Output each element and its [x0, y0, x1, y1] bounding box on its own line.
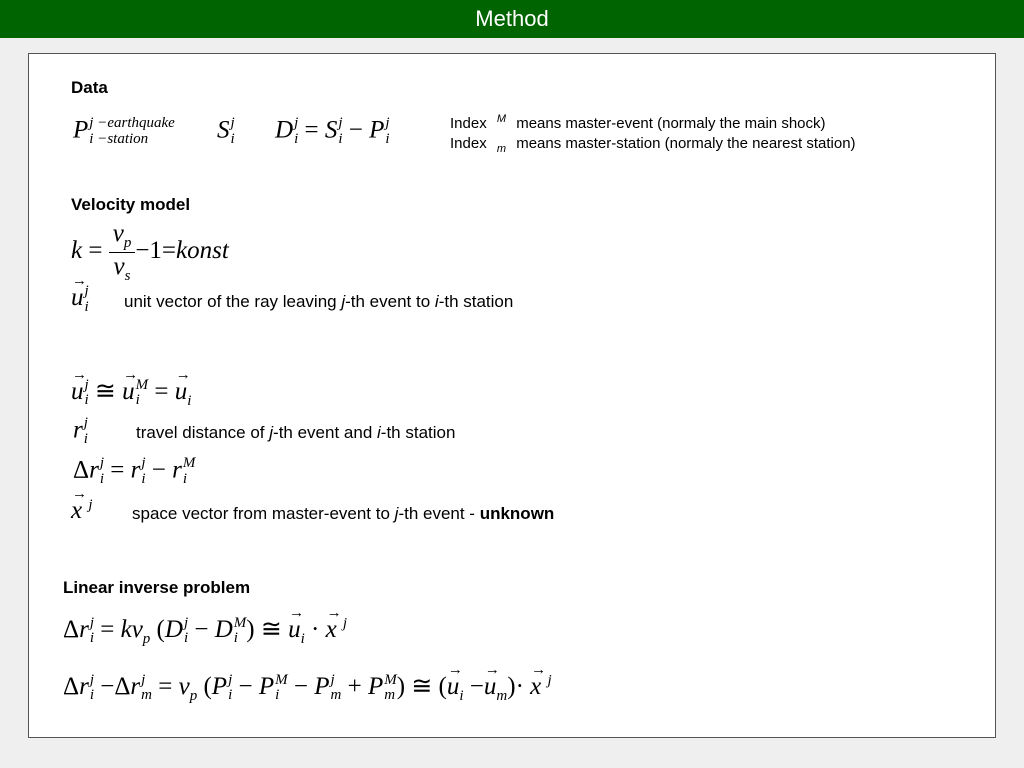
eq-arrival-time-p: P j −earthquake i −station — [73, 115, 175, 147]
eq-unit-vector-approx: → u j i ≅ → u M i = → $u_i$ — [71, 376, 191, 410]
index-symbol: M — [496, 113, 507, 125]
eq-travel-distance-r: r j i — [73, 415, 88, 447]
eq-space-vector-x: → x $^j$ — [71, 497, 93, 525]
linear-inverse-heading: Linear inverse problem — [63, 578, 251, 597]
eq-distance-difference: Δr j i = r j i − r M i — [73, 455, 196, 487]
eq-velocity-ratio: k = $\frac{v_p}{v_s}$ −1=konst — [71, 220, 229, 284]
index-description: means master-event (normaly the main shock) — [516, 115, 826, 132]
content-frame — [28, 53, 996, 738]
eq-linear-inverse-2: Δr j i −Δr j m = $v_p$ (P j i − P M i − P j m + P M m ) ≅ (→ $u_i -\to u_m)\cdot \to x$ $^j$ — [63, 671, 552, 705]
data-heading: Data — [71, 78, 108, 97]
eq-arrival-time-s: S j i — [217, 115, 235, 147]
index-label: Index — [450, 135, 487, 152]
travel-distance-description: travel distance of j-th event and i-th station — [136, 423, 456, 442]
index-master-event-line — [450, 115, 826, 132]
eq-difference-d: D j i = S j i − P j i — [275, 115, 390, 147]
unit-vector-description: unit vector of the ray leaving j-th event to i-th station — [124, 292, 514, 311]
index-master-station-line — [450, 135, 856, 155]
eq-unit-vector-u: → u j i — [71, 284, 89, 316]
eq-linear-inverse-1: Δr j i = $kv_p$ (D j i − D M i ) ≅ → $u_i$ · → x $^j$ — [63, 614, 347, 648]
index-label: Index — [450, 115, 487, 132]
index-description: means master-station (normaly the nearest station) — [516, 135, 856, 152]
space-vector-description: space vector from master-event to j-th event - unknown — [132, 504, 555, 523]
velocity-model-heading: Velocity model — [71, 195, 191, 214]
index-symbol: m — [496, 143, 507, 155]
slide-title: Method — [0, 0, 1024, 38]
